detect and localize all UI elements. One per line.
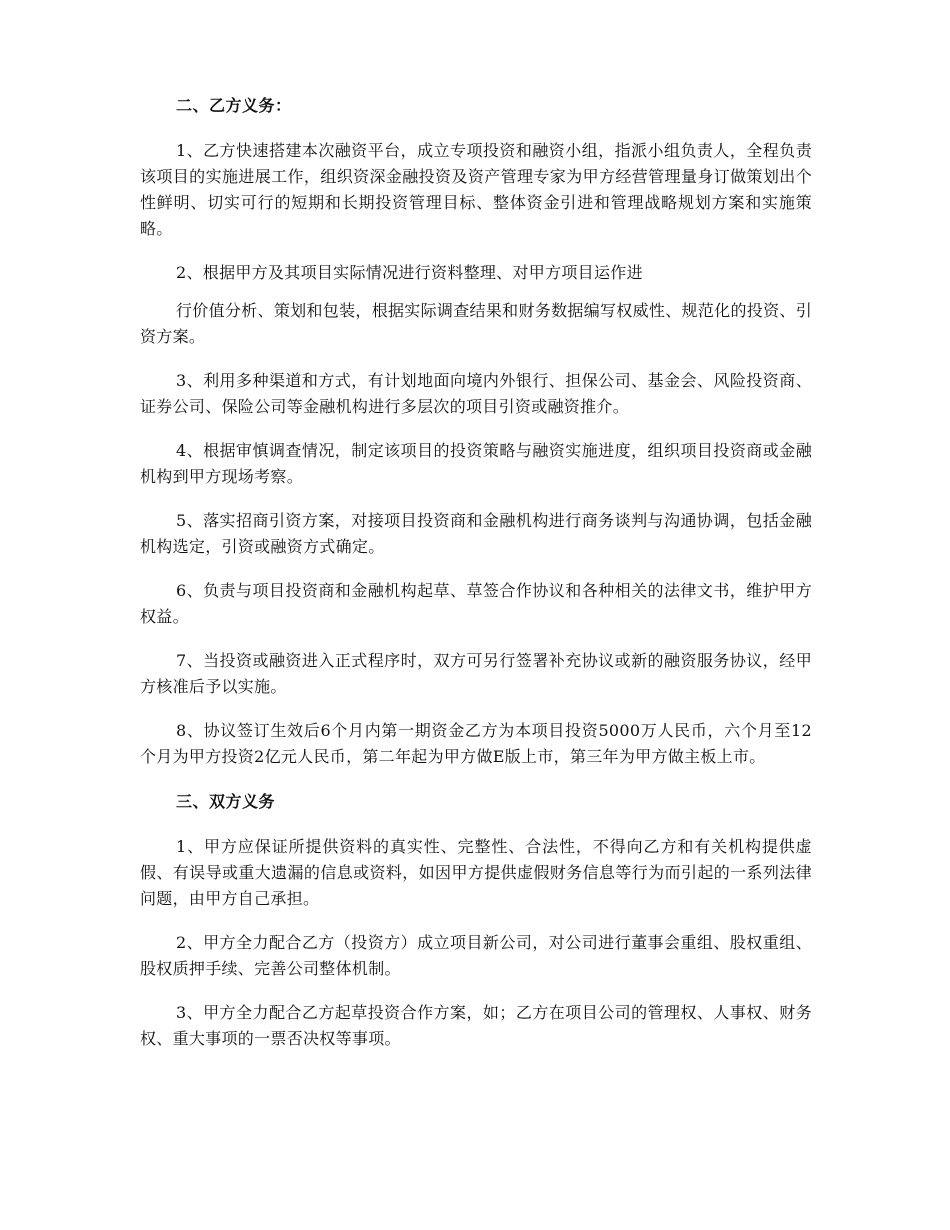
paragraph-item-8: 8、协议签订生效后6个月内第一期资金乙方为本项目投资5000万人民币，六个月至12个月为甲方投资2亿元人民币，第二年起为甲方做E版上市，第三年为甲方做主板上市。 [140, 721, 812, 766]
paragraph-item-7: 7、当投资或融资进入正式程序时，双方可另行签署补充协议或新的融资服务协议，经甲方核准后予以实施。 [140, 651, 812, 696]
paragraph-item-2-continued: 行价值分析、策划和包装，根据实际调查结果和财务数据编写权威性、规范化的投资、引资方案。 [140, 301, 812, 346]
paragraph-item-2: 2、根据甲方及其项目实际情况进行资料整理、对甲方项目运作进 [176, 263, 643, 282]
paragraph-item-3: 3、甲方全力配合乙方起草投资合作方案，如；乙方在项目公司的管理权、人事权、财务权、重大事项的一票否决权等事项。 [140, 1003, 812, 1048]
paragraph-item-2: 2、甲方全力配合乙方（投资方）成立项目新公司，对公司进行董事会重组、股权重组、股权质押手续、完善公司整体机制。 [140, 933, 812, 978]
paragraph-item-4: 4、根据审慎调查情况，制定该项目的投资策略与融资实施进度，组织项目投资商或金融机构到甲方现场考察。 [140, 441, 812, 486]
section-heading: 二、乙方义务： [176, 96, 292, 115]
paragraph-item-1: 1、乙方快速搭建本次融资平台，成立专项投资和融资小组，指派小组负责人，全程负责该项目的实施进展工作，组织资深金融投资及资产管理专家为甲方经营管理量身订做策划出个性鲜明、切实可行的短期和长期投资管理目标、整体资金引进和管理战略规划方案和实施策略。 [140, 141, 812, 238]
paragraph-item-3: 3、利用多种渠道和方式，有计划地面向境内外银行、担保公司、基金会、风险投资商、证券公司、保险公司等金融机构进行多层次的项目引资或融资推介。 [140, 371, 812, 416]
section-mutual-obligations [140, 788, 812, 1052]
paragraph-item-1: 1、甲方应保证所提供资料的真实性、完整性、合法性，不得向乙方和有关机构提供虚假、有误导或重大遗漏的信息或资料，如因甲方提供虚假财务信息等行为而引起的一系列法律问题，由甲方自己承担。 [140, 837, 812, 908]
section-party-b-obligations [140, 92, 812, 770]
document-body [140, 92, 812, 1070]
paragraph-item-6: 6、负责与项目投资商和金融机构起草、草签合作协议和各种相关的法律文书，维护甲方权益。 [140, 581, 812, 626]
paragraph-item-5: 5、落实招商引资方案，对接项目投资商和金融机构进行商务谈判与沟通协调，包括金融机构选定，引资或融资方式确定。 [140, 511, 812, 556]
section-heading: 三、双方义务 [176, 792, 276, 811]
